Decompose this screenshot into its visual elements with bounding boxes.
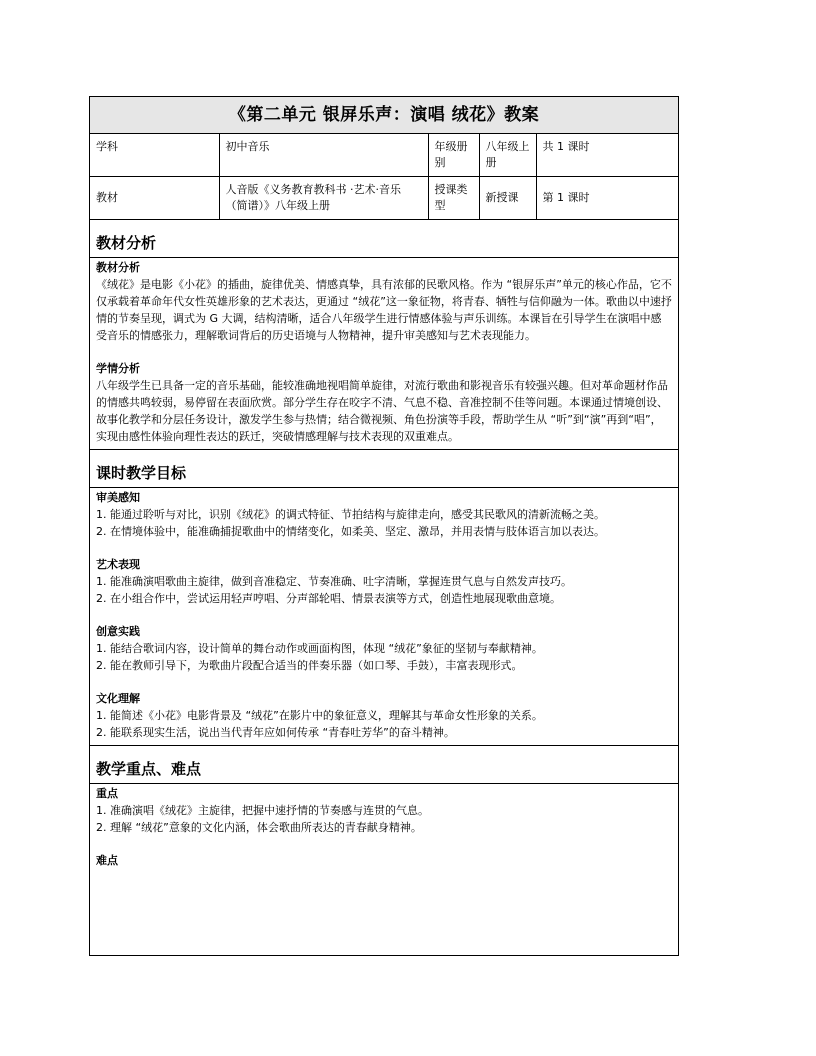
section-heading-goals: 课时教学目标	[90, 450, 678, 488]
key-item: 2. 理解 “绒花”意象的文化内涵，体会歌曲所表达的青春献身精神。	[96, 821, 422, 834]
goal-group-title: 文化理解	[96, 692, 140, 705]
goal-item: 1. 能简述《小花》电影背景及 “绒花”在影片中的象征意义，理解其与革命女性形象的关系。	[96, 709, 543, 722]
goal-group-title: 创意实践	[96, 625, 140, 638]
document-title: 《第二单元 银屏乐声：演唱 绒花》教案	[90, 97, 678, 134]
goal-item: 2. 能联系现实生活，说出当代青年应如何传承 “青春吐芳华”的奋斗精神。	[96, 726, 455, 739]
subheading-student-analysis: 学情分析	[96, 362, 140, 375]
goal-group-title: 审美感知	[96, 491, 140, 504]
subject-label: 学科	[90, 134, 219, 177]
grade-value: 八年级上册	[479, 134, 536, 177]
info-row-subject	[90, 134, 678, 177]
material-label: 教材	[90, 177, 219, 220]
paragraph-material-analysis: 《绒花》是电影《小花》的插曲，旋律优美、情感真挚，具有浓郁的民歌风格。作为 “银屏乐声”单元的核心作品，它不仅承载着革命年代女性英雄形象的艺术表达，更通过 “绒花”这一象征物，将青春、牺牲与信仰融为一体。歌曲以中速抒情的节奏呈现，调式为 G 大调，结构清晰，适合八年级学生进行情感体验与声乐训练。本课旨在引导学生在演唱中感受音乐的情感张力，理解歌词背后的历史语境与人物精神，提升审美感知与艺术表现能力。	[96, 278, 672, 342]
type-value: 新授课	[479, 177, 536, 220]
period-current: 第 1 课时	[536, 177, 678, 220]
lesson-plan-document	[89, 96, 679, 956]
grade-label: 年级册别	[428, 134, 479, 177]
type-label: 授课类型	[428, 177, 479, 220]
goal-item: 1. 能通过聆听与对比，识别《绒花》的调式特征、节拍结构与旋律走向，感受其民歌风的清新流畅之美。	[96, 508, 605, 521]
period-total: 共 1 课时	[536, 134, 678, 177]
section-body-goals	[90, 488, 678, 746]
material-value: 人音版《义务教育教科书 ·艺术·音乐（简谱）》八年级上册	[219, 177, 428, 220]
section-body-analysis	[90, 258, 678, 450]
goal-item: 2. 在情境体验中，能准确捕捉歌曲中的情绪变化，如柔美、坚定、激昂，并用表情与肢体语言加以表达。	[96, 525, 605, 538]
info-row-material	[90, 177, 678, 220]
subheading-material-analysis: 教材分析	[96, 261, 140, 274]
key-title: 重点	[96, 787, 118, 800]
goal-group-title: 艺术表现	[96, 558, 140, 571]
subject-value: 初中音乐	[219, 134, 428, 177]
difficulty-title: 难点	[96, 854, 118, 867]
key-item: 1. 准确演唱《绒花》主旋律，把握中速抒情的节奏感与连贯的气息。	[96, 804, 429, 817]
section-heading-keypoints: 教学重点、难点	[90, 746, 678, 784]
goal-item: 1. 能结合歌词内容，设计简单的舞台动作或画面构图，体现 “绒花”象征的坚韧与奉献精神。	[96, 642, 543, 655]
goal-item: 1. 能准确演唱歌曲主旋律，做到音准稳定、节奏准确、吐字清晰，掌握连贯气息与自然发声技巧。	[96, 575, 572, 588]
section-heading-analysis: 教材分析	[90, 220, 678, 258]
goal-item: 2. 在小组合作中，尝试运用轻声哼唱、分声部轮唱、情景表演等方式，创造性地展现歌曲意境。	[96, 592, 561, 605]
paragraph-student-analysis: 八年级学生已具备一定的音乐基础，能较准确地视唱简单旋律，对流行歌曲和影视音乐有较强兴趣。但对革命题材作品的情感共鸣较弱，易停留在表面欣赏。部分学生存在咬字不清、气息不稳、音准控制不佳等问题。本课通过情境创设、故事化教学和分层任务设计，激发学生参与热情；结合微视频、角色扮演等手段，帮助学生从 “听”到“演”再到“唱”，实现由感性体验向理性表达的跃迁，突破情感理解与技术表现的双重难点。	[96, 379, 668, 443]
info-table	[90, 134, 678, 220]
goal-item: 2. 能在教师引导下，为歌曲片段配合适当的伴奏乐器（如口琴、手鼓），丰富表现形式。	[96, 659, 523, 672]
section-body-keypoints	[90, 784, 678, 873]
